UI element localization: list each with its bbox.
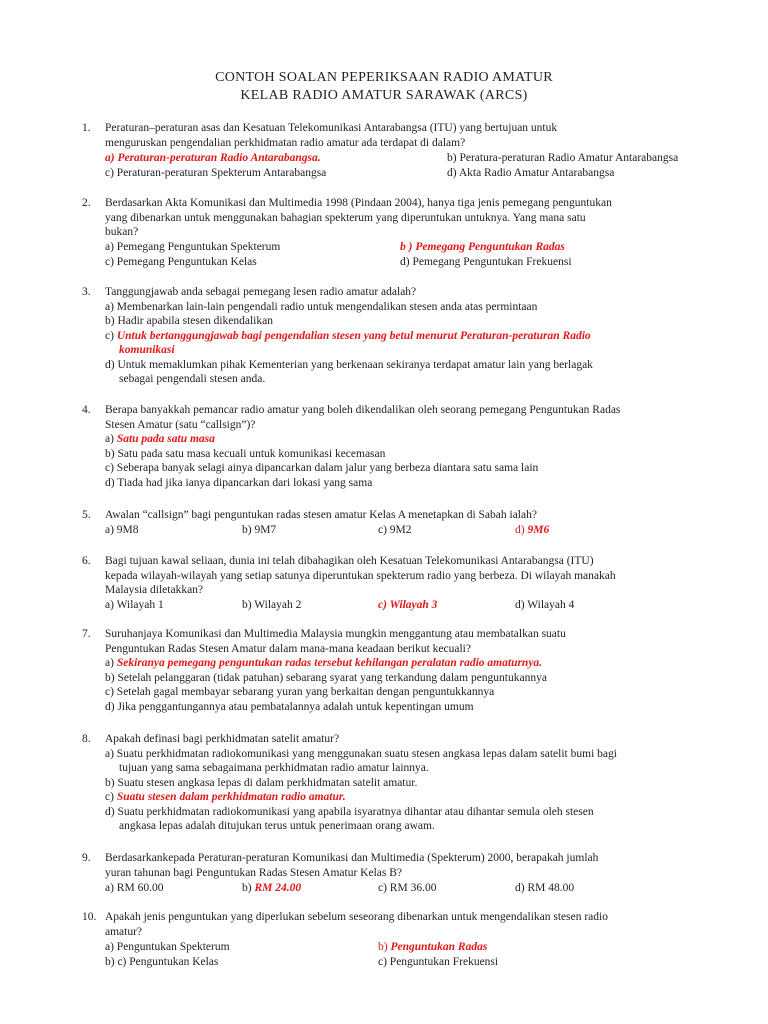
question-number: 3. (82, 286, 91, 298)
question-number: 5. (82, 509, 91, 521)
question-text: Penguntukan Radas Stesen Amatur dalam mana-mana keadaan berikut kecuali? (105, 642, 471, 655)
question-text: Peraturan–peraturan asas dan Kesatuan Telekomunikasi Antarabangsa (ITU) yang bertujuan untuk (105, 122, 558, 134)
option-b-prefix: b) (378, 941, 388, 953)
question-4 (82, 403, 725, 490)
option-a-text: Sekiranya pemegang penguntukan radas tersebut kehilangan peralatan radio amaturnya. (116, 657, 543, 669)
option-d: d) RM 48.00 (515, 882, 575, 894)
question-text: Berdasarkan Akta Komunikasi dan Multimedia 1998 (Pindaan 2004), hanya tiga jenis pemegang penguntukan (105, 197, 612, 209)
question-text: Suruhanjaya Komunikasi dan Multimedia Malaysia mungkin menggantung atau membatalkan suatu (105, 628, 566, 640)
option-d: d) Jika penggantungannya atau pembatalannya adalah untuk kepentingan umum (105, 700, 474, 713)
option-d-continued: sebagai pengendali stesen anda. (119, 373, 266, 385)
question-number: 6. (82, 555, 91, 567)
option-b: b) 9M7 (242, 524, 277, 536)
option-b: b ) Pemegang Penguntukan Radas (400, 241, 565, 253)
option-b: b) Wilayah 2 (242, 599, 302, 611)
option-d-text: 9M6 (527, 524, 550, 536)
option-a: a) Penguntukan Spekterum (105, 941, 230, 953)
option-a (105, 432, 725, 447)
question-text: yang dibenarkan untuk menggunakan bahagian spekterum yang diperuntukan untuknya. Yang mana satu (105, 211, 586, 224)
option-d: d) Untuk memaklumkan pihak Kementerian yang berkenaan sekiranya terdapat amatur lain yang berlagak (105, 358, 593, 371)
option-c: c) Wilayah 3 (378, 599, 438, 611)
question-5 (82, 508, 725, 536)
question-text: kepada wilayah-wilayah yang setiap satunya diperuntukan spekterum radio yang berbeza. Di wilayah manakah (105, 569, 616, 582)
option-c-continued: komunikasi (119, 344, 175, 356)
option-c (105, 329, 725, 344)
option-c-prefix: c) (105, 329, 114, 342)
question-9 (82, 851, 725, 894)
question-text: Bagi tujuan kawal seliaan, dunia ini telah dibahagikan oleh Kesatuan Telekomunikasi Antarabangsa (ITU) (105, 555, 594, 567)
option-d-prefix: d) (515, 524, 525, 536)
question-10 (82, 910, 725, 968)
question-number: 8. (82, 733, 91, 745)
option-d: d) Suatu perkhidmatan radiokomunikasi yang apabila isyaratnya dihantar atau dihantar semula oleh stesen (105, 805, 594, 818)
question-text: bukan? (105, 226, 139, 238)
option-c: c) 9M2 (378, 524, 412, 536)
page-title: CONTOH SOALAN PEPERIKSAAN RADIO AMATUR (215, 70, 553, 85)
option-a: a) 9M8 (105, 524, 139, 536)
question-text: Malaysia diletakkan? (105, 584, 204, 596)
option-a-text: Satu pada satu masa (116, 433, 215, 445)
option-b: b) Peratura-peraturan Radio Amatur Antarabangsa (447, 152, 679, 164)
question-text: Apakah jenis penguntukan yang diperlukan sebelum seseorang dibenarkan untuk mengendalikan stesen radio (105, 911, 608, 923)
question-7 (82, 627, 725, 714)
option-c-text: Untuk bertanggungjawab bagi pengendalian stesen yang betul menurut Peraturan-peraturan Radio (116, 329, 591, 342)
question-text: Stesen Amatur (satu “callsign”)? (105, 418, 256, 431)
option-a-prefix: a) (105, 433, 114, 445)
option-d-continued: angkasa lepas adalah ditujukan terus untuk penerimaan orang awam. (119, 820, 435, 832)
question-number: 1. (82, 122, 91, 134)
option-a (105, 656, 725, 671)
option-b: b) Satu pada satu masa kecuali untuk komunikasi kecemasan (105, 447, 386, 460)
option-c: c) RM 36.00 (378, 882, 437, 894)
option-b-text: Penguntukan Radas (390, 941, 488, 953)
question-8 (82, 732, 725, 834)
question-text: amatur? (105, 925, 143, 938)
question-number: 2. (82, 197, 91, 209)
option-a: a) Pemegang Penguntukan Spekterum (105, 241, 281, 253)
option-c: b) c) Penguntukan Kelas (105, 956, 219, 968)
option-d: d) Pemegang Penguntukan Frekuensi (400, 256, 572, 268)
question-1 (82, 121, 725, 179)
option-d: d) Akta Radio Amatur Antarabangsa (447, 167, 615, 179)
question-text: menguruskan pengendalian perkhidmatan radio amatur ada terdapat di dalam? (105, 136, 466, 149)
question-text: Awalan “callsign” bagi penguntukan radas stesen amatur Kelas A menetapkan di Sabah ialah? (105, 509, 537, 521)
question-text: Berdasarkankepada Peraturan-peraturan Komunikasi dan Multimedia (Spekterum) 2000, berapakah jumlah (105, 852, 599, 864)
option-a: a) Peraturan-peraturan Radio Antarabangsa. (105, 152, 321, 164)
option-a: a) Suatu perkhidmatan radiokomunikasi yang menggunakan suatu stesen angkasa lepas dalam satelit bumi bagi (105, 747, 617, 760)
question-number: 10. (82, 911, 97, 923)
option-d: c) Penguntukan Frekuensi (378, 956, 499, 968)
question-number: 4. (82, 404, 91, 416)
option-a: a) Membenarkan lain-lain pengendali radio untuk mengendalikan stesen anda atas permintaan (105, 300, 538, 313)
option-b (242, 881, 301, 896)
option-c: c) Peraturan-peraturan Spekterum Antarabangsa (105, 167, 327, 179)
option-a-prefix: a) (105, 657, 114, 669)
option-b: b) Hadir apabila stesen dikendalikan (105, 315, 273, 327)
option-a-continued: tujuan yang sama sebagaimana perkhidmatan radio amatur lainnya. (119, 762, 429, 774)
option-d (515, 523, 549, 538)
question-text: Berapa banyakkah pemancar radio amatur yang boleh dikendalikan oleh seorang pemegang Penguntukan Radas (105, 404, 621, 416)
option-c: c) Seberapa banyak selagi ainya dipancarkan dalam jalur yang berbeza diantara satu sama lain (105, 462, 539, 474)
question-3 (82, 285, 725, 387)
question-text: yuran tahunan bagi Penguntukan Radas Stesen Amatur Kelas B? (105, 866, 403, 879)
question-number: 9. (82, 852, 91, 864)
option-d: d) Wilayah 4 (515, 599, 575, 611)
option-b-prefix: b) (242, 882, 252, 894)
question-number: 7. (82, 628, 91, 640)
option-b-text: RM 24.00 (254, 882, 302, 894)
option-b (378, 940, 487, 955)
option-b: b) Setelah pelanggaran (tidak patuhan) sebarang syarat yang terkandung dalam penguntukannya (105, 671, 547, 684)
option-a: a) RM 60.00 (105, 882, 164, 894)
option-c-text: Suatu stesen dalam perkhidmatan radio amatur. (116, 791, 346, 803)
question-2 (82, 196, 725, 268)
option-d: d) Tiada had jika ianya dipancarkan dari lokasi yang sama (105, 476, 373, 489)
page-subtitle: KELAB RADIO AMATUR SARAWAK (ARCS) (240, 88, 528, 103)
option-c: c) Setelah gagal membayar sebarang yuran yang berkaitan dengan penguntukkannya (105, 686, 495, 698)
option-c: c) Pemegang Penguntukan Kelas (105, 256, 257, 268)
option-c (105, 790, 725, 805)
question-text: Tanggungjawab anda sebagai pemegang lesen radio amatur adalah? (105, 286, 417, 298)
option-c-prefix: c) (105, 791, 114, 803)
question-6 (82, 554, 725, 611)
option-b: b) Suatu stesen angkasa lepas di dalam perkhidmatan satelit amatur. (105, 776, 418, 789)
question-text: Apakah definasi bagi perkhidmatan satelit amatur? (105, 733, 340, 745)
option-a: a) Wilayah 1 (105, 599, 164, 611)
